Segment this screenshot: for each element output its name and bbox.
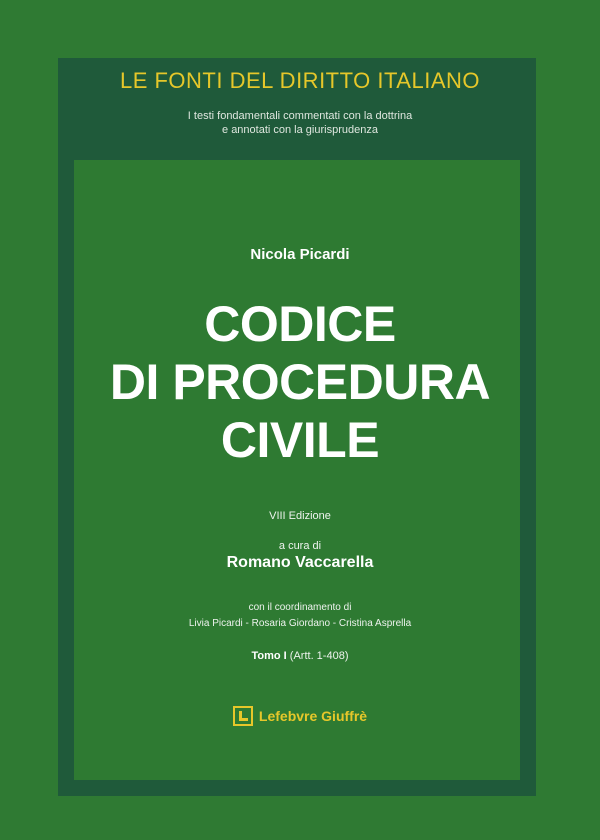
coordination-label: con il coordinamento di [248, 602, 352, 613]
author-name: Nicola Picardi [250, 246, 350, 263]
book-title-line1: CODICE [204, 296, 396, 352]
editor-name: Romano Vaccarella [226, 554, 374, 571]
book-title-line2: DI PROCEDURA [109, 354, 491, 410]
editor-intro: a cura di [278, 540, 322, 552]
book-title-line3: CIVILE [220, 412, 380, 468]
publisher-logo-icon [233, 706, 253, 726]
volume-range: (Artt. 1-408) [289, 650, 349, 662]
volume-info [0, 650, 600, 662]
series-subtitle-line2: e annotati con la giurisprudenza [222, 124, 378, 136]
series-title: LE FONTI DEL DIRITTO ITALIANO [119, 68, 481, 93]
coordinator-names: Livia Picardi - Rosaria Giordano - Cristina Asprella [188, 618, 412, 629]
publisher-block [0, 706, 600, 726]
publisher-name: Lefebvre Giuffrè [258, 708, 368, 724]
series-subtitle-line1: I testi fondamentali commentati con la dottrina [187, 110, 413, 122]
volume-label: Tomo I [251, 650, 287, 662]
edition-label: VIII Edizione [269, 510, 331, 522]
